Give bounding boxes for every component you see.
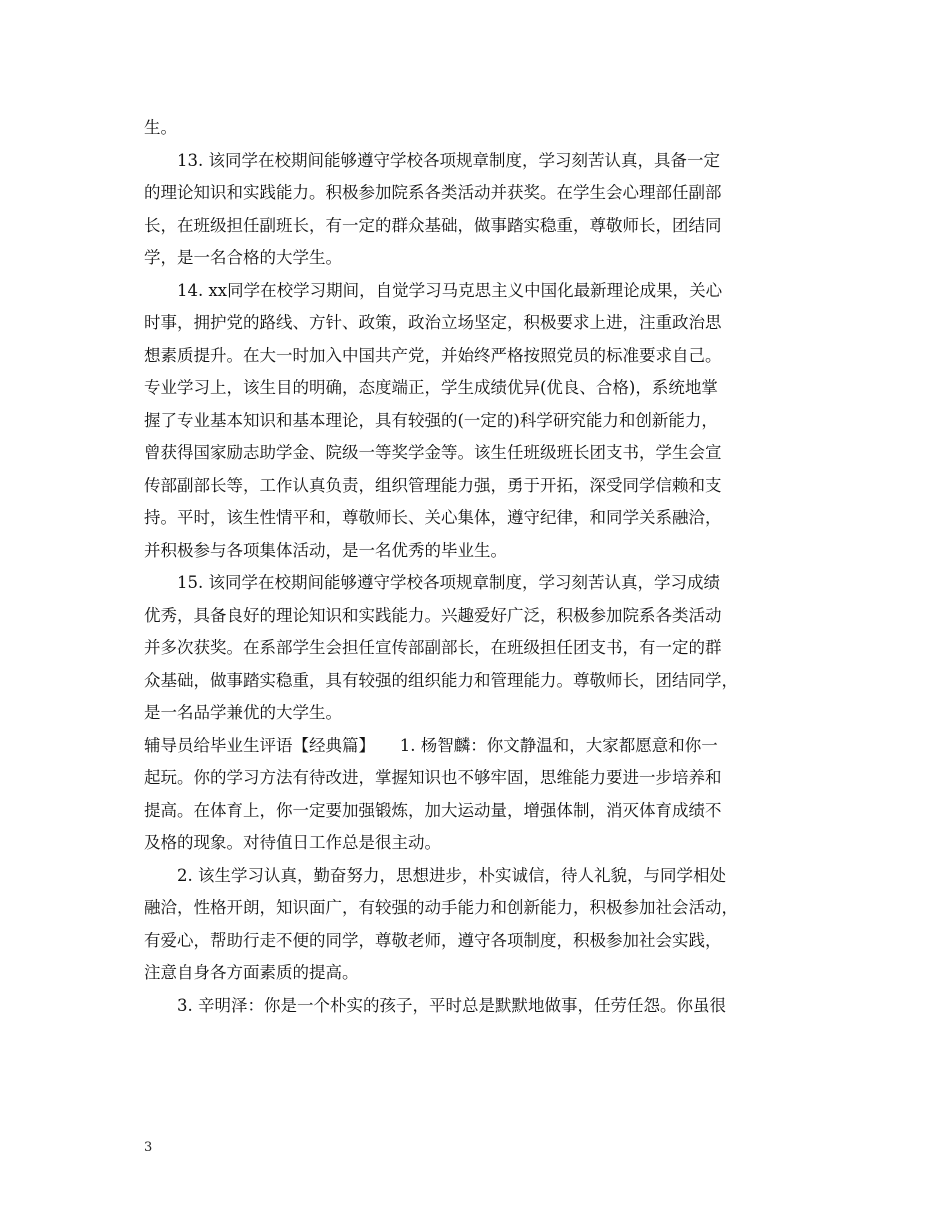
paragraph: [144, 112, 834, 145]
text-line: 注意自身各方面素质的提高。: [144, 963, 359, 982]
paragraph: [144, 990, 834, 1023]
text-line: 是一名品学兼优的大学生。: [144, 703, 342, 722]
page-number: 3: [144, 1140, 153, 1155]
text-line: 优秀，具备良好的理论知识和实践能力。兴趣爱好广泛，积极参加院系各类活动: [144, 605, 722, 625]
text-line: 曾获得国家励志助学金、院级一等奖学金等。该生任班级班长团支书，学生会宣: [144, 443, 722, 462]
text-line: 辅导员给毕业生评语【经典篇】 1. 杨智麟：你文静温和，大家都愿意和你一: [144, 735, 718, 755]
text-line: 并积极参与各项集体活动，是一名优秀的毕业生。: [144, 540, 507, 560]
text-line: 13. 该同学在校期间能够遵守学校各项规章制度，学习刻苦认真，具备一定: [177, 150, 720, 170]
paragraph: [144, 145, 834, 275]
text-line: 学，是一名合格的大学生。: [144, 248, 342, 267]
document-body: [144, 112, 834, 1022]
text-line: 提高。在体育上，你一定要加强锻炼，加大运动量，增强体制，消灭体育成绩不: [144, 800, 722, 820]
text-line: 2. 该生学习认真，勤奋努力，思想进步，朴实诚信，待人礼貌，与同学相处: [177, 865, 726, 885]
text-line: 有爱心，帮助行走不便的同学，尊敬老师，遵守各项制度，积极参加社会实践，: [144, 930, 722, 950]
paragraph: [144, 730, 834, 860]
text-line: 想素质提升。在大一时加入中国共产党，并始终严格按照党员的标准要求自己。: [144, 345, 722, 365]
paragraph: [144, 860, 834, 990]
text-line: 并多次获奖。在系部学生会担任宣传部副部长，在班级担任团支书，有一定的群: [144, 638, 722, 657]
paragraph: [144, 567, 834, 730]
text-line: 握了专业基本知识和基本理论，具有较强的(一定的)科学研究能力和创新能力，: [144, 410, 718, 430]
text-line: 及格的现象。对待值日工作总是很主动。: [144, 833, 441, 852]
text-line: 众基础，做事踏实稳重，具有较强的组织能力和管理能力。尊敬师长，团结同学，: [144, 670, 738, 690]
text-line: 14. xx同学在校学习期间，自觉学习马克思主义中国化最新理论成果，关心: [177, 280, 723, 300]
text-line: 的理论知识和实践能力。积极参加院系各类活动并获奖。在学生会心理部任副部: [144, 183, 722, 202]
text-line: 融洽，性格开朗，知识面广，有较强的动手能力和创新能力，积极参加社会活动，: [144, 898, 738, 917]
text-line: 专业学习上，该生目的明确，态度端正，学生成绩优异(优良、合格)，系统地掌: [144, 378, 718, 397]
text-line: 持。平时，该生性情平和，尊敬师长、关心集体，遵守纪律，和同学关系融洽，: [144, 508, 722, 527]
text-line: 15. 该同学在校期间能够遵守学校各项规章制度，学习刻苦认真，学习成绩: [177, 573, 720, 592]
text-line: 时事，拥护党的路线、方针、政策，政治立场坚定，积极要求上进，注重政治思: [144, 313, 722, 332]
paragraph: [144, 275, 834, 568]
text-line: 传部副部长等，工作认真负责，组织管理能力强，勇于开拓，深受同学信赖和支: [144, 475, 722, 495]
text-line: 3. 辛明泽：你是一个朴实的孩子，平时总是默默地做事，任劳任怨。你虽很: [177, 995, 726, 1015]
text-line: 起玩。你的学习方法有待改进，掌握知识也不够牢固，思维能力要进一步培养和: [144, 768, 722, 787]
text-line: 长，在班级担任副班长，有一定的群众基础，做事踏实稳重，尊敬师长，团结同: [144, 215, 722, 235]
text-line: 生。: [144, 118, 177, 137]
